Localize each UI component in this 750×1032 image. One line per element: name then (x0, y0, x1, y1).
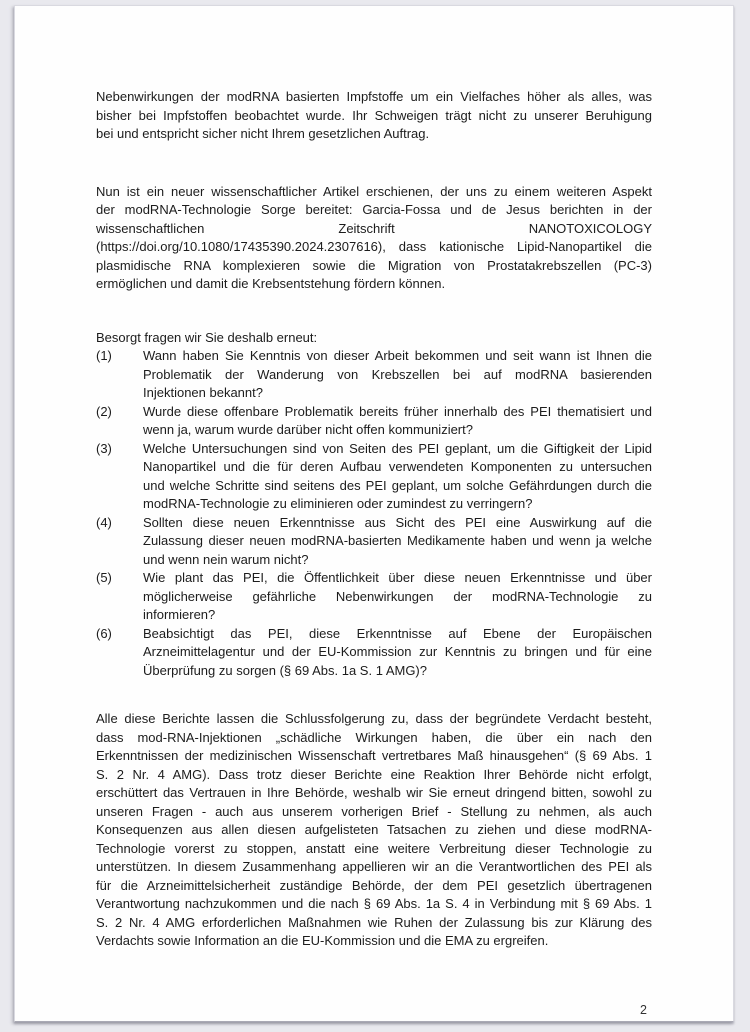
text-line: plasmidische RNA komplexieren sowie die Migration von Prostatakrebszellen (PC-3) (96, 257, 652, 273)
text-line: dass mod-RNA-Injektionen „schädliche Wirkungen haben, die über ein nach den (96, 729, 652, 745)
text-line: Arzneimittelagentur und der EU-Kommission zur Kenntnis zu bringen und für eine (143, 644, 652, 659)
text-line: (https://doi.org/10.1080/17435390.2024.2307616), dass kationische Lipid-Nanopartikel die (96, 239, 652, 254)
question-text (143, 440, 652, 514)
text-line: und welche Schritte sind seitens des PEI geplant, um solche Gefährdungen durch die (143, 477, 652, 493)
text-line: für die Arzneimittelsicherheit zuständige Behörde, der dem PEI gesetzlich übertragenen (96, 877, 652, 893)
text-line: Überprüfung zu sorgen (§ 69 Abs. 1a S. 1 AMG)? (143, 662, 427, 678)
text-line: bisher bei Impfstoffen beobachtet wurde. Ihr Schweigen trägt nicht zu unserer Beruhigung (96, 107, 652, 123)
question-item (96, 403, 652, 440)
text-line: unterstützen. In diesem Zusammenhang appellieren wir an die Verantwortlichen des PEI als (96, 859, 652, 874)
paragraph-new-article (96, 183, 652, 294)
question-number: (6) (96, 625, 112, 641)
question-item (96, 514, 652, 570)
question-text (143, 625, 652, 681)
text-line: erschüttert das Vertrauen in Ihre Behörde, weshalb wir Sie erneut dringend bitten, sowohl zu (96, 785, 652, 800)
text-line: Nanopartikel und die für deren Aufbau verwendeten Komponenten zu untersuchen (143, 459, 652, 474)
text-line: Wurde diese offenbare Problematik bereits früher innerhalb des PEI thematisiert und (143, 403, 652, 419)
text-line: Alle diese Berichte lassen die Schlussfolgerung zu, dass der begründete Verdacht besteht, (96, 711, 652, 726)
text-line: Wie plant das PEI, die Öffentlichkeit über diese neuen Erkenntnisse und über (143, 570, 652, 585)
text-line: unseren Fragen - auch aus unserem vorherigen Brief - Stellung zu nehmen, als auch (96, 803, 652, 819)
text-line: der modRNA-Technologie Sorge bereitet: Garcia-Fossa und de Jesus berichten in der (96, 202, 652, 217)
text-line: möglicherweise gefährliche Nebenwirkungen der modRNA-Technologie zu (143, 588, 652, 604)
question-item (96, 569, 652, 625)
text-line: Erkenntnissen der medizinischen Wissenschaft vertretbares Maß hinausgehen“ (§ 69 Abs. 1 (96, 748, 652, 763)
letter-page (14, 5, 734, 1022)
text-line: bei und entspricht sicher nicht Ihrem gesetzlichen Auftrag. (96, 126, 430, 141)
text-line: informieren? (143, 607, 216, 622)
questions-list (96, 347, 652, 680)
question-number: (2) (96, 403, 112, 419)
text-line: Wann haben Sie Kenntnis von dieser Arbeit bekommen und seit wann ist Ihnen die (143, 348, 652, 363)
question-number: (3) (96, 440, 112, 456)
text-line: Nun ist ein neuer wissenschaftlicher Artikel erschienen, der uns zu einem weiteren Aspekt (96, 183, 652, 199)
paragraph-side-effects (96, 88, 652, 144)
page-number: 2 (640, 1003, 647, 1017)
question-number: (4) (96, 514, 112, 530)
text-line: ermöglichen und damit die Krebsentstehung fördern können. (96, 276, 446, 291)
text-line: wissenschaftlichen Zeitschrift NANOTOXICOLOGY (96, 220, 652, 236)
text-line: Verdachts sowie Information an die EU-Kommission und die EMA zu ergreifen. (96, 933, 549, 948)
question-text (143, 347, 652, 403)
text-line: modRNA-Technologie zu eliminieren oder zumindest zu verringern? (143, 496, 533, 511)
text-line: wenn ja, warum wurde darüber nicht offen kommuniziert? (143, 422, 473, 437)
question-item (96, 347, 652, 403)
text-line: Technologie vorerst zu stoppen, anstatt eine weitere Verbreitung dieser Technologie zu (96, 840, 652, 856)
text-line: Zulassung dieser neuen modRNA-basierten Medikamente haben und wenn ja welche (143, 533, 652, 548)
question-text (143, 403, 652, 440)
question-text (143, 569, 652, 625)
questions-intro: Besorgt fragen wir Sie deshalb erneut: (96, 329, 318, 345)
question-item (96, 440, 652, 514)
question-text (143, 514, 652, 570)
text-line: Beabsichtigt das PEI, diese Erkenntnisse auf Ebene der Europäischen (143, 625, 652, 641)
text-line: Welche Untersuchungen sind von Seiten des PEI geplant, um die Giftigkeit der Lipid (143, 440, 652, 456)
text-line: S. 2 Nr. 4 AMG erforderlichen Maßnahmen wie Ruhen der Zulassung bis zur Klärung des (96, 914, 652, 930)
letter-body (96, 88, 652, 951)
question-number: (1) (96, 348, 112, 363)
text-line: Problematik der Wanderung von Krebszellen bei auf modRNA basierenden (143, 366, 652, 382)
text-line: Konsequenzen aus allen diesen aufgelisteten Tatsachen zu ziehen und diese modRNA- (96, 822, 652, 837)
question-number: (5) (96, 570, 112, 585)
text-line: Verantwortung nachzukommen und die nach § 69 Abs. 1a S. 4 in Verbindung mit § 69 Abs. 1 (96, 896, 652, 911)
paragraph-closing (96, 710, 652, 951)
text-line: Sollten diese neuen Erkenntnisse aus Sicht des PEI eine Auswirkung auf die (143, 514, 652, 530)
text-line: Nebenwirkungen der modRNA basierten Impfstoffe um ein Vielfaches höher als alles, was (96, 89, 652, 104)
text-line: und wenn nein warum nicht? (143, 551, 309, 567)
question-item (96, 625, 652, 681)
text-line: S. 2 Nr. 4 AMG). Dass trotz dieser Berichte eine Reaktion Ihrer Behörde nicht erfolgt, (96, 766, 652, 782)
text-line: Injektionen bekannt? (143, 385, 263, 400)
